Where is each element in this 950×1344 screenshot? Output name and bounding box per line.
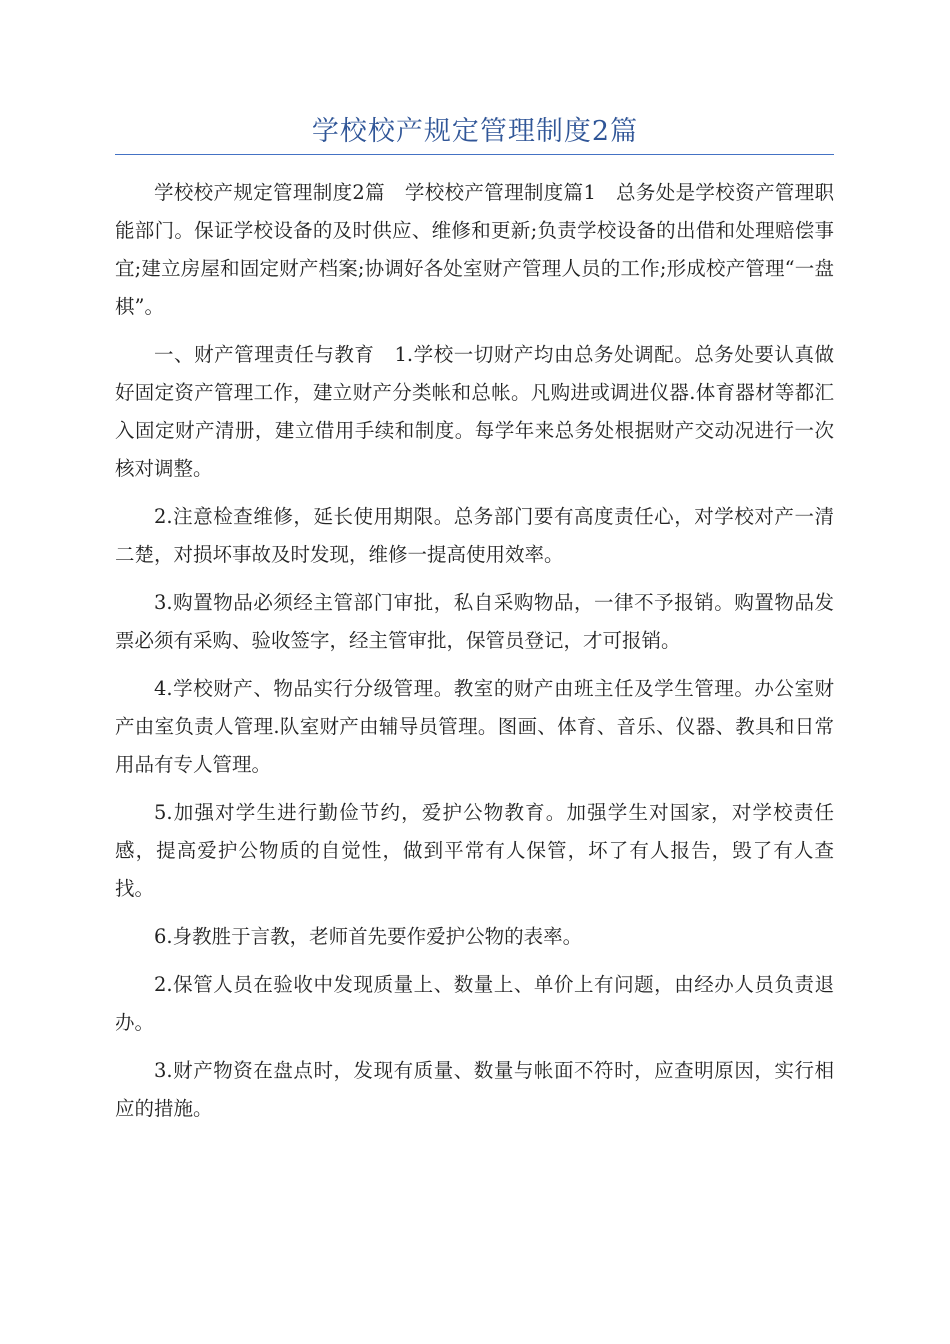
paragraph: 2.注意检查维修，延长使用期限。总务部门要有高度责任心，对学校对产一清二楚，对损坏事故及时发现，维修一提高使用效率。 [115, 505, 834, 566]
title-underline [115, 154, 834, 155]
paragraph: 一、财产管理责任与教育 1.学校一切财产均由总务处调配。总务处要认真做好固定资产管理工作，建立财产分类帐和总帐。凡购进或调进仪器.体育器材等都汇入固定财产清册，建立借用手续和制度。每学年来总务处根据财产交动况进行一次核对调整。 [115, 343, 834, 480]
paragraph: 3.财产物资在盘点时，发现有质量、数量与帐面不符时，应查明原因，实行相应的措施。 [115, 1059, 834, 1120]
paragraph: 6.身教胜于言教，老师首先要作爱护公物的表率。 [154, 925, 583, 948]
paragraph: 2.保管人员在验收中发现质量上、数量上、单价上有问题，由经办人员负责退办。 [115, 973, 834, 1034]
paragraph: 5.加强对学生进行勤俭节约，爱护公物教育。加强学生对国家，对学校责任感，提高爱护公物质的自觉性，做到平常有人保管，坏了有人报告，毁了有人查找。 [115, 801, 834, 900]
paragraph: 学校校产规定管理制度2篇 学校校产管理制度篇1 总务处是学校资产管理职能部门。保证学校设备的及时供应、维修和更新;负责学校设备的出借和处理赔偿事宜;建立房屋和固定财产档案;协调好各处室财产管理人员的工作;形成校产管理“一盘棋”。 [115, 181, 834, 318]
paragraph: 4.学校财产、物品实行分级管理。教室的财产由班主任及学生管理。办公室财产由室负责人管理.队室财产由辅导员管理。图画、体育、音乐、仪器、教具和日常用品有专人管理。 [115, 677, 834, 776]
paragraph: 3.购置物品必须经主管部门审批，私自采购物品，一律不予报销。购置物品发票必须有采购、验收签字，经主管审批，保管员登记，才可报销。 [115, 591, 834, 652]
document-title: 学校校产规定管理制度2篇 [311, 116, 639, 147]
document-body [115, 174, 834, 1138]
